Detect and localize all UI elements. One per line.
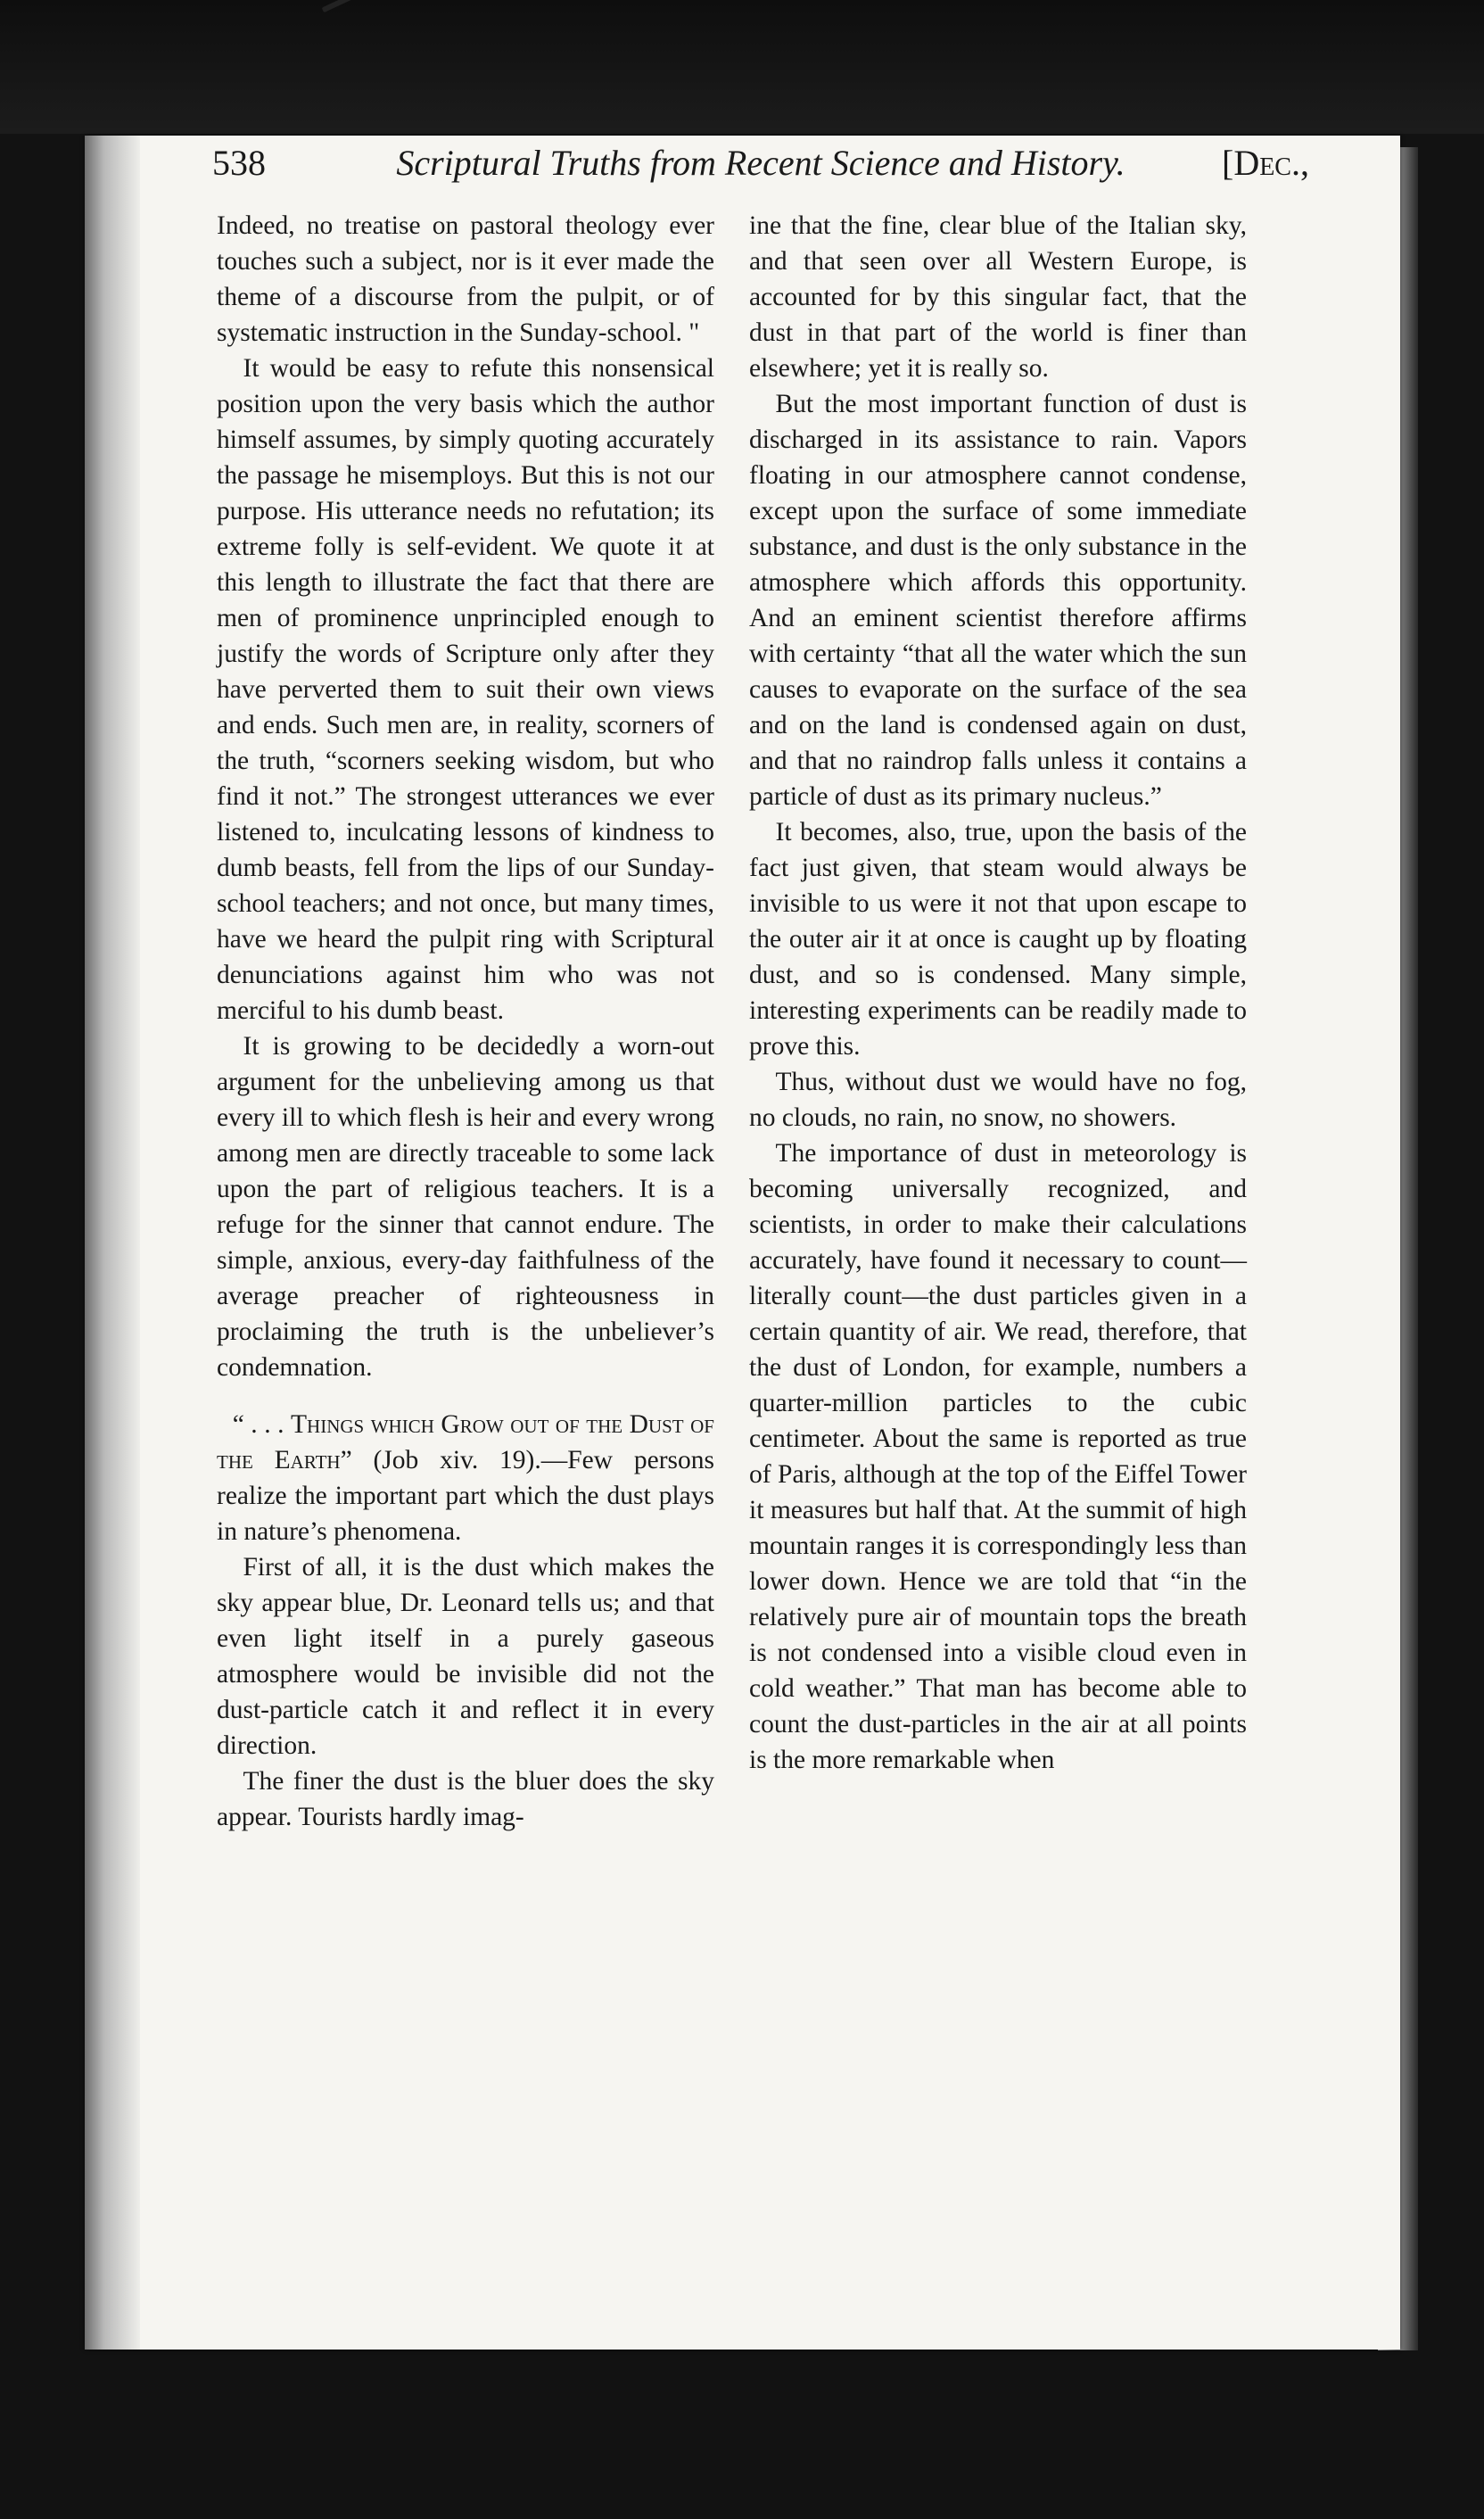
section-heading-paragraph	[217, 1407, 714, 1549]
page-number: 538	[212, 143, 266, 183]
running-head	[212, 132, 1309, 194]
scan-background-top	[0, 0, 1484, 134]
section-heading-text: ” (Job xiv. 19).—Few persons realize the important part which the dust plays in nature’s phenomena.	[217, 1446, 714, 1546]
paragraph: Thus, without dust we would have no fog, no clouds, no rain, no snow, no showers.	[749, 1068, 1247, 1132]
running-month: [Dec.,	[1222, 143, 1309, 183]
running-title: Scriptural Truths from Recent Science and History.	[396, 143, 1125, 183]
paragraph: The finer the dust is the bluer does the sky appear. Tourists hardly imag-	[217, 1767, 714, 1831]
paragraph: Indeed, no treatise on pastoral theology ever touches such a subject, nor is it ever made the theme of a discourse from the pulpit, or of systematic instruction in the Sunday-school. "	[217, 211, 714, 347]
paragraph: It would be easy to refute this nonsensical position upon the very basis which the author himself assumes, by simply quoting accurately the passage he misemploys. But this is not our purpose. His utterance needs no refutation; its extreme folly is self-evident. We quote it at this length to illustrate the fact that there are men of prominence unprincipled enough to justify the words of Scripture only after they have perverted them to suit their own views and ends. Such men are, in reality, scorners of the truth, “scorners seeking wisdom, but who find it not.” The strongest utterances we ever listened to, inculcating lessons of kindness to dumb beasts, fell from the lips of our Sunday-school teachers; and not once, but many times, have we heard the pulpit ring with Scriptural denunciations against him who was not merciful to his dumb beast.	[217, 354, 714, 1025]
section-heading-lead: “ . . .	[232, 1410, 292, 1439]
section-heading-title: Things which Grow out of the Dust of the Earth	[217, 1410, 714, 1474]
paragraph: First of all, it is the dust which makes the sky appear blue, Dr. Leonard tells us; and that even light itself in a purely gaseous atmosphere would be invisible did not the dust-particle catch it and reflect it in every direction.	[217, 1553, 714, 1760]
paragraph: It becomes, also, true, upon the basis of the fact just given, that steam would always be invisible to us were it not that upon escape to the outer air it at once is caught up by floating dust, and so is condensed. Many simple, interesting experiments can be readily made to prove this.	[749, 818, 1247, 1061]
page-gutter	[85, 136, 140, 2350]
right-column	[749, 208, 1247, 1778]
paragraph: ine that the fine, clear blue of the Italian sky, and that seen over all Western Europe, is accounted for by this singular fact, that the dust in that part of the world is finer than elsewhere; yet it is really so.	[749, 211, 1247, 383]
paragraph: It is growing to be decidedly a worn-out argument for the unbelieving among us that every ill to which flesh is heir and every wrong among men are directly traceable to some lack upon the part of religious teachers. It is a refuge for the sinner that cannot endure. The simple, anxious, every-day faithfulness of the average preacher of righteousness in proclaiming the truth is the unbeliever’s condemnation.	[217, 1032, 714, 1382]
left-column	[217, 208, 714, 1835]
paragraph: The importance of dust in meteorology is becoming universally recognized, and scientists, in order to make their calculations accurately, have found it necessary to count—literally count—the dust particles given in a certain quantity of air. We read, therefore, that the dust of London, for example, numbers a quarter-million particles to the cubic centimeter. About the same is reported as true of Paris, although at the top of the Eiffel Tower it measures but half that. At the summit of high mountain ranges it is correspondingly less than lower down. Hence we are told that “in the relatively pure air of mountain tops the breath is not condensed into a visible cloud even in cold weather.” That man has become able to count the dust-particles in the air at all points is the more remarkable when	[749, 1139, 1247, 1774]
paragraph: But the most important function of dust is discharged in its assistance to rain. Vapors floating in our atmosphere cannot condense, except upon the surface of some immediate substance, and dust is the only substance in the atmosphere which affords this opportunity. And an eminent scientist therefore affirms with certainty “that all the water which the sun causes to evaporate on the surface of the sea and on the land is condensed again on dust, and that no raindrop falls unless it contains a particle of dust as its primary nucleus.”	[749, 390, 1247, 811]
